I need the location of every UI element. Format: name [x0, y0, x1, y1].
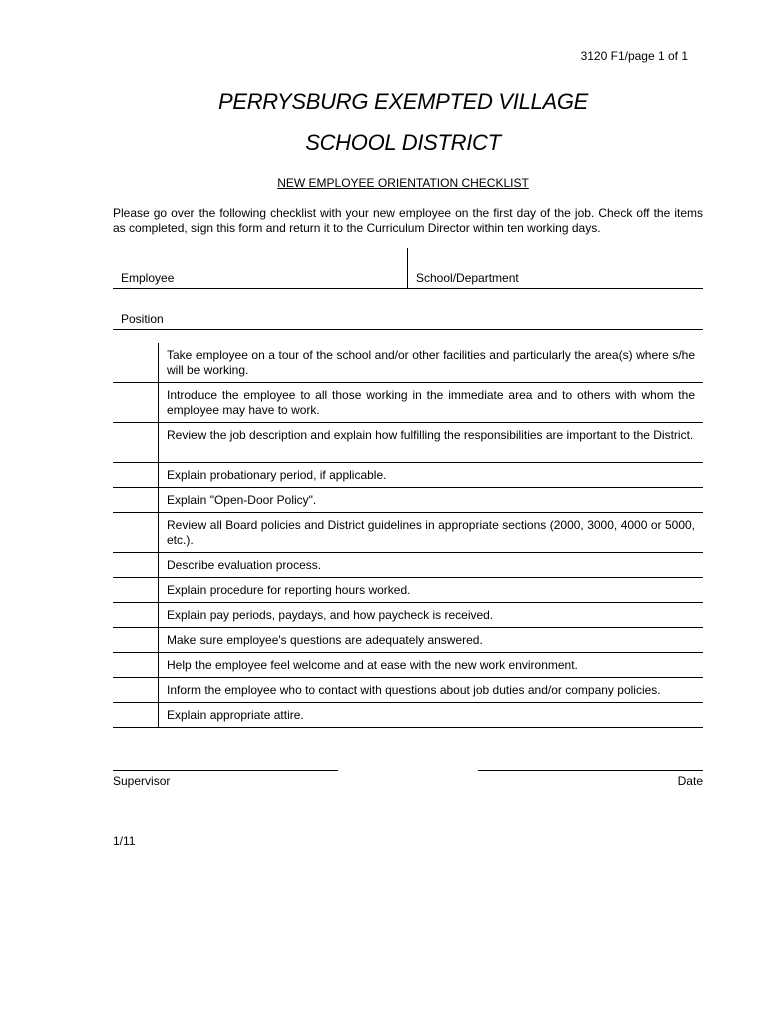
- checklist-item-text: Explain pay periods, paydays, and how paycheck is received.: [167, 608, 494, 622]
- checklist-item-text: Take employee on a tour of the school and/or other facilities and particularly the area(s) where s/he will be working.: [167, 348, 695, 377]
- field-divider: [407, 248, 408, 288]
- checklist-checkbox[interactable]: [113, 488, 159, 512]
- checklist-item-text: Describe evaluation process.: [167, 558, 322, 572]
- checklist-row: [113, 578, 703, 603]
- checklist-item-text: Explain probationary period, if applicable.: [167, 468, 387, 482]
- checklist-row: [113, 678, 703, 703]
- checklist-row: [113, 653, 703, 678]
- form-subtitle: NEW EMPLOYEE ORIENTATION CHECKLIST: [277, 176, 529, 190]
- checklist-item-text: Introduce the employee to all those working in the immediate area and to others with whom the employee may have to work.: [167, 388, 695, 417]
- checklist-item-text: Explain appropriate attire.: [167, 708, 304, 722]
- position-field-label[interactable]: Position: [121, 312, 164, 326]
- employee-field-label[interactable]: Employee: [121, 271, 175, 285]
- checklist-checkbox[interactable]: [113, 703, 159, 727]
- checklist-row: [113, 628, 703, 653]
- checklist-checkbox[interactable]: [113, 463, 159, 487]
- checklist-checkbox[interactable]: [113, 423, 159, 462]
- checklist-row: [113, 383, 703, 423]
- checklist-row: [113, 463, 703, 488]
- checklist-checkbox[interactable]: [113, 628, 159, 652]
- date-label: Date: [677, 774, 703, 788]
- checklist-checkbox[interactable]: [113, 513, 159, 552]
- checklist-checkbox[interactable]: [113, 603, 159, 627]
- checklist-checkbox[interactable]: [113, 383, 159, 422]
- employee-info-fields: [113, 248, 703, 330]
- checklist-checkbox[interactable]: [113, 653, 159, 677]
- checklist-row: [113, 703, 703, 728]
- checklist-item-text: Review all Board policies and District guidelines in appropriate sections (2000, 3000, 4000 or 5000, etc.).: [167, 518, 695, 547]
- district-title-line2: SCHOOL DISTRICT: [305, 130, 501, 155]
- orientation-checklist: [113, 343, 703, 728]
- checklist-checkbox[interactable]: [113, 553, 159, 577]
- checklist-item-text: Help the employee feel welcome and at ease with the new work environment.: [167, 658, 578, 672]
- checklist-checkbox[interactable]: [113, 578, 159, 602]
- date-signature-line[interactable]: [478, 770, 703, 771]
- checklist-checkbox[interactable]: [113, 343, 159, 382]
- supervisor-signature-line[interactable]: [113, 770, 338, 771]
- instructions-paragraph: Please go over the following checklist with your new employee on the first day of the job. Check off the items as completed, sign this form and return it to the Curriculum Director within ten working days.: [113, 206, 703, 235]
- employee-school-row: [113, 248, 703, 289]
- checklist-item-text: Inform the employee who to contact with questions about job duties and/or company policies.: [167, 683, 661, 697]
- checklist-row: [113, 343, 703, 383]
- checklist-row: [113, 488, 703, 513]
- revision-date: 1/11: [113, 834, 136, 848]
- school-department-field-label[interactable]: School/Department: [416, 271, 519, 285]
- checklist-checkbox[interactable]: [113, 678, 159, 702]
- district-title-line1: PERRYSBURG EXEMPTED VILLAGE: [217, 89, 589, 114]
- checklist-item-text: Explain procedure for reporting hours worked.: [167, 583, 411, 597]
- checklist-row: [113, 553, 703, 578]
- checklist-item-text: Explain "Open-Door Policy".: [167, 493, 317, 507]
- checklist-row: [113, 513, 703, 553]
- checklist-row: [113, 423, 703, 463]
- checklist-item-text: Make sure employee's questions are adequately answered.: [167, 633, 483, 647]
- checklist-item-text: Review the job description and explain how fulfilling the responsibilities are important to the District.: [167, 428, 694, 442]
- checklist-row: [113, 603, 703, 628]
- supervisor-label: Supervisor: [113, 774, 171, 788]
- page-reference: 3120 F1/page 1 of 1: [580, 49, 688, 63]
- position-row: [113, 289, 703, 330]
